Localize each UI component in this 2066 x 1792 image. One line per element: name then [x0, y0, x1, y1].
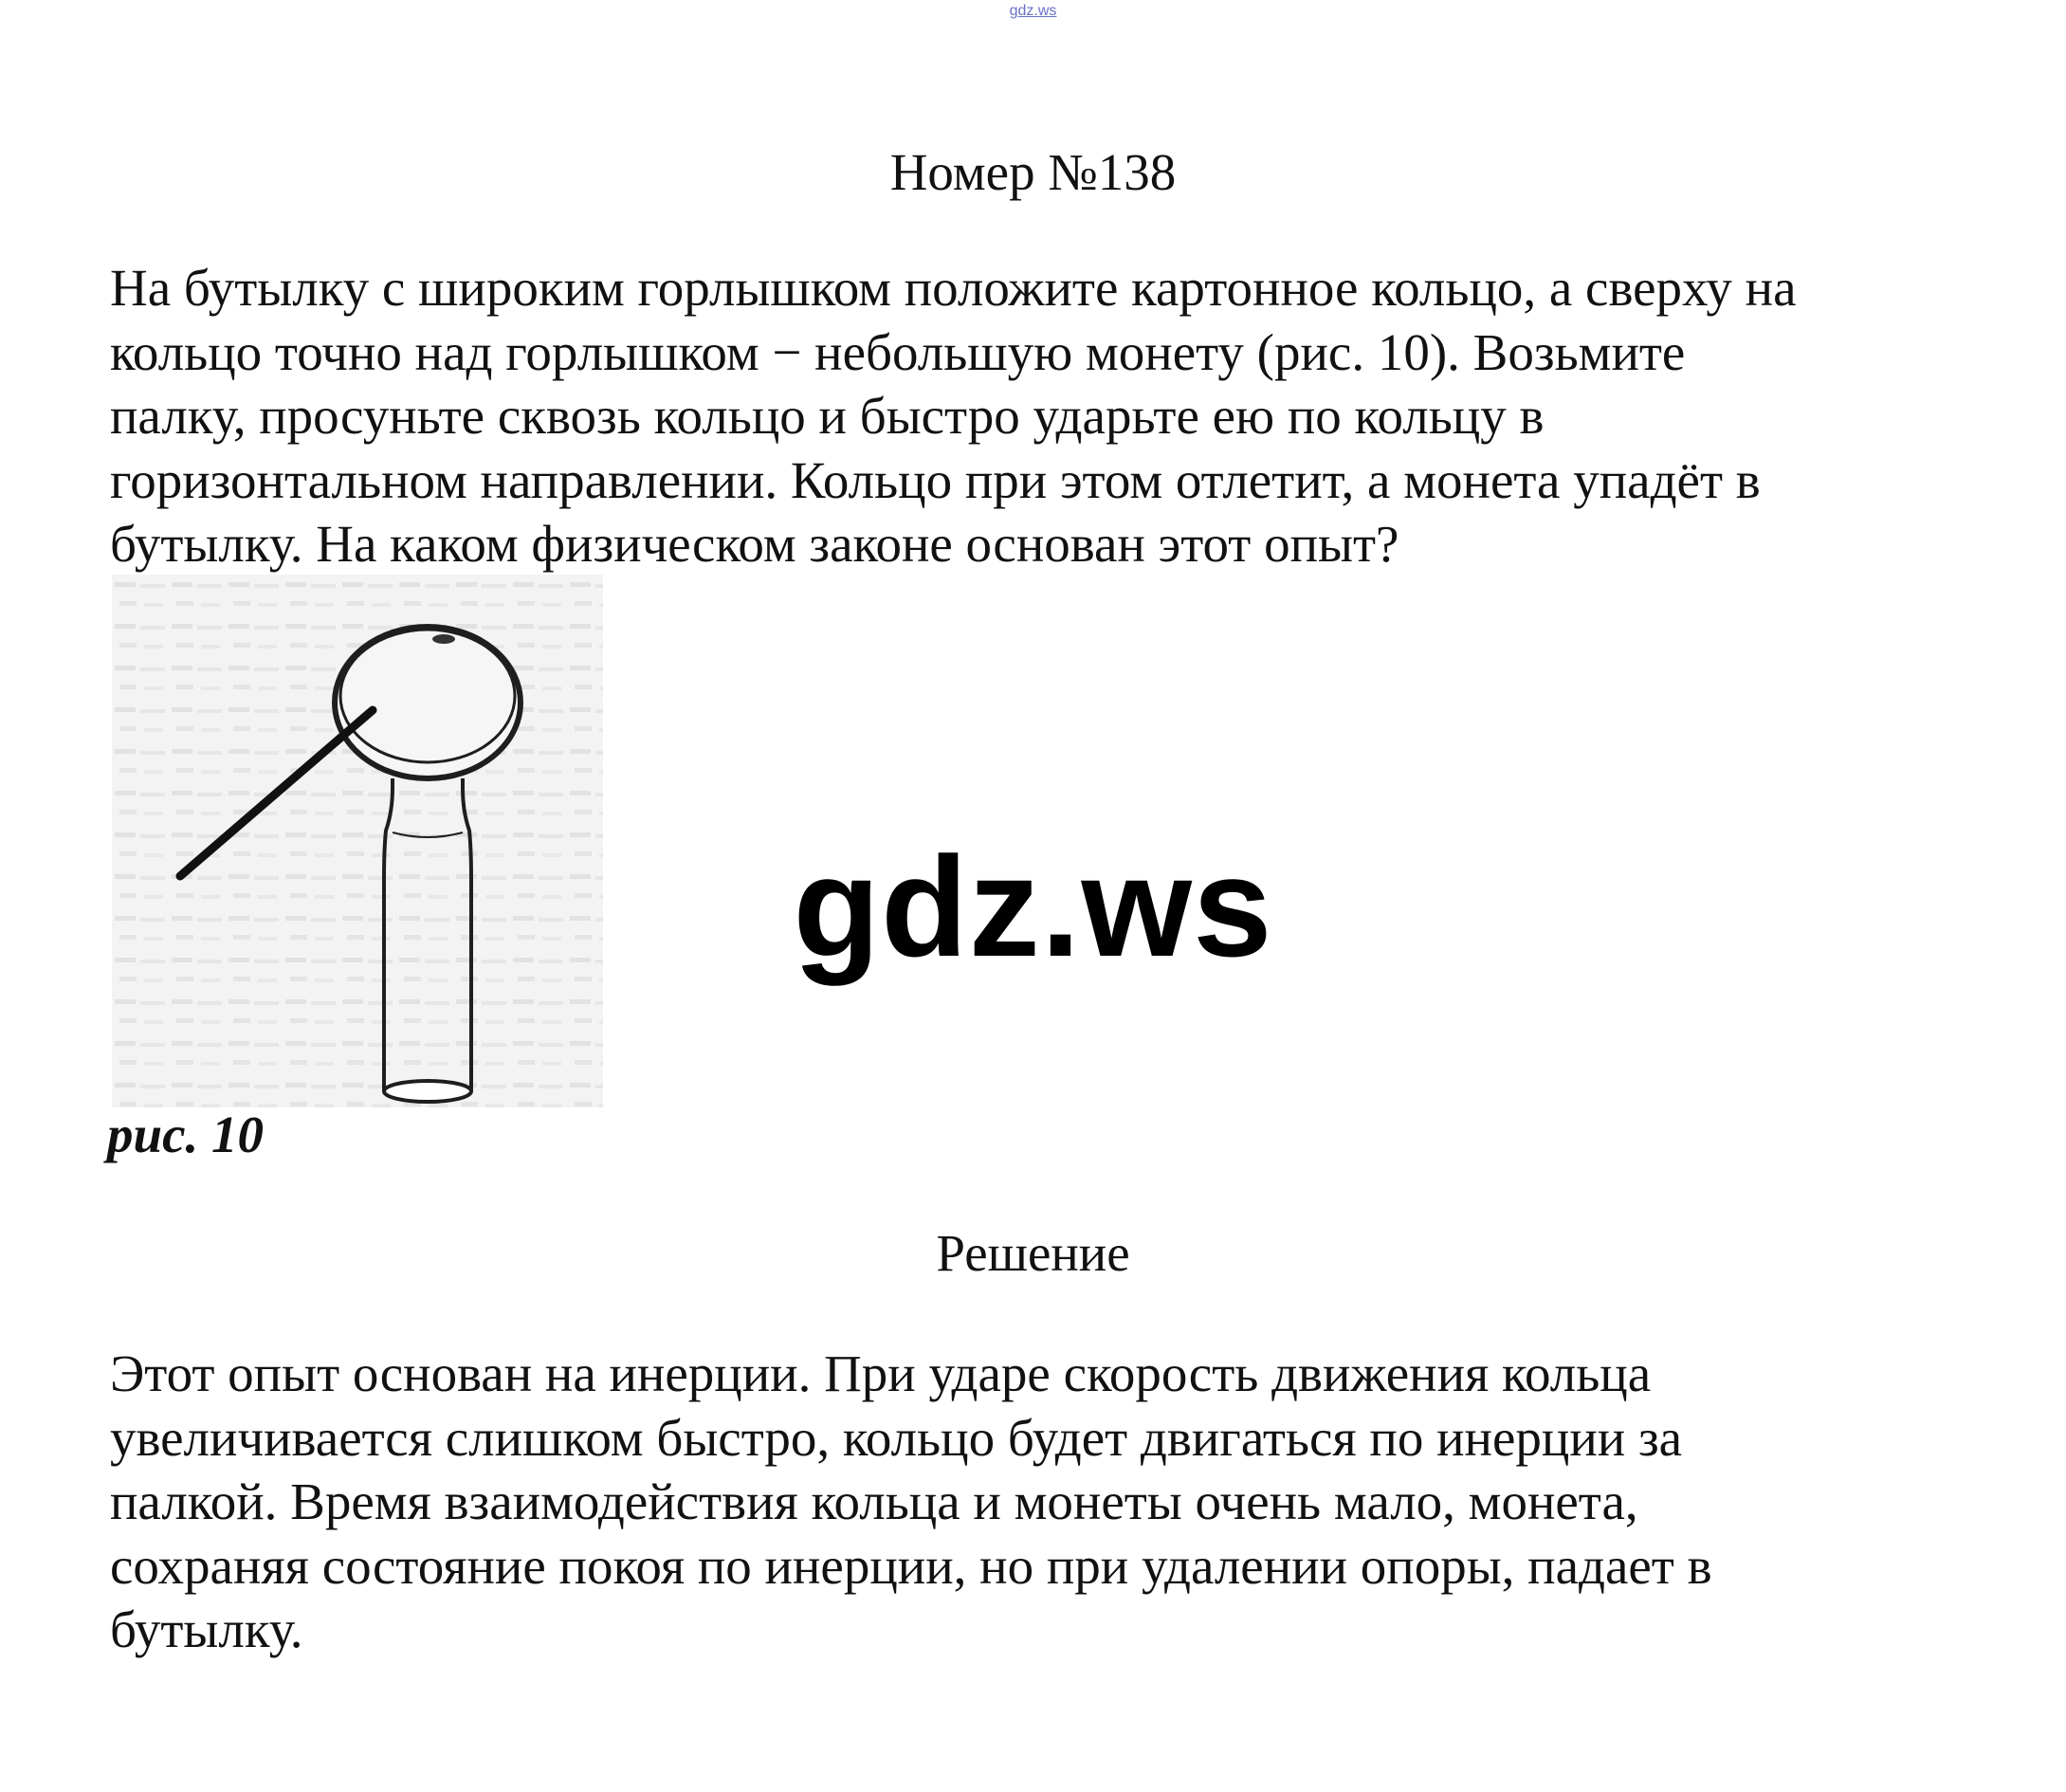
top-watermark-link[interactable]: gdz.ws	[1009, 3, 1057, 19]
coin-icon	[432, 634, 455, 644]
problem-line: кольцо точно над горлышком − небольшую монету (рис. 10). Возьмите	[110, 322, 1686, 381]
problem-line: На бутылку с широким горлышком положите картонное кольцо, а сверху на	[110, 259, 1797, 317]
problem-text	[110, 256, 2025, 576]
problem-line: бутылку. На каком физическом законе основан этот опыт?	[110, 515, 1399, 573]
solution-line: палкой. Время взаимодействия кольца и монеты очень мало, монета,	[110, 1472, 1638, 1530]
site-watermark: gdz.ws	[793, 827, 1273, 986]
problem-line: палку, просуньте сквозь кольцо и быстро ударьте ею по кольцу в	[110, 387, 1545, 445]
solution-line: сохраняя состояние покоя по инерции, но при удалении опоры, падает в	[110, 1536, 1712, 1595]
figure-caption: рис. 10	[107, 1106, 264, 1163]
cardboard-ring-icon	[335, 627, 521, 778]
solution-line: Этот опыт основан на инерции. При ударе скорость движения кольца	[110, 1344, 1652, 1402]
solution-text	[110, 1342, 2025, 1662]
problem-line: горизонтальном направлении. Кольцо при этом отлетит, а монета упадёт в	[110, 450, 1761, 509]
problem-title: Номер №138	[889, 143, 1177, 201]
solution-line: бутылку.	[110, 1600, 303, 1658]
solution-title: Решение	[936, 1224, 1130, 1282]
solution-line: увеличивается слишком быстро, кольцо будет двигаться по инерции за	[110, 1408, 1683, 1467]
